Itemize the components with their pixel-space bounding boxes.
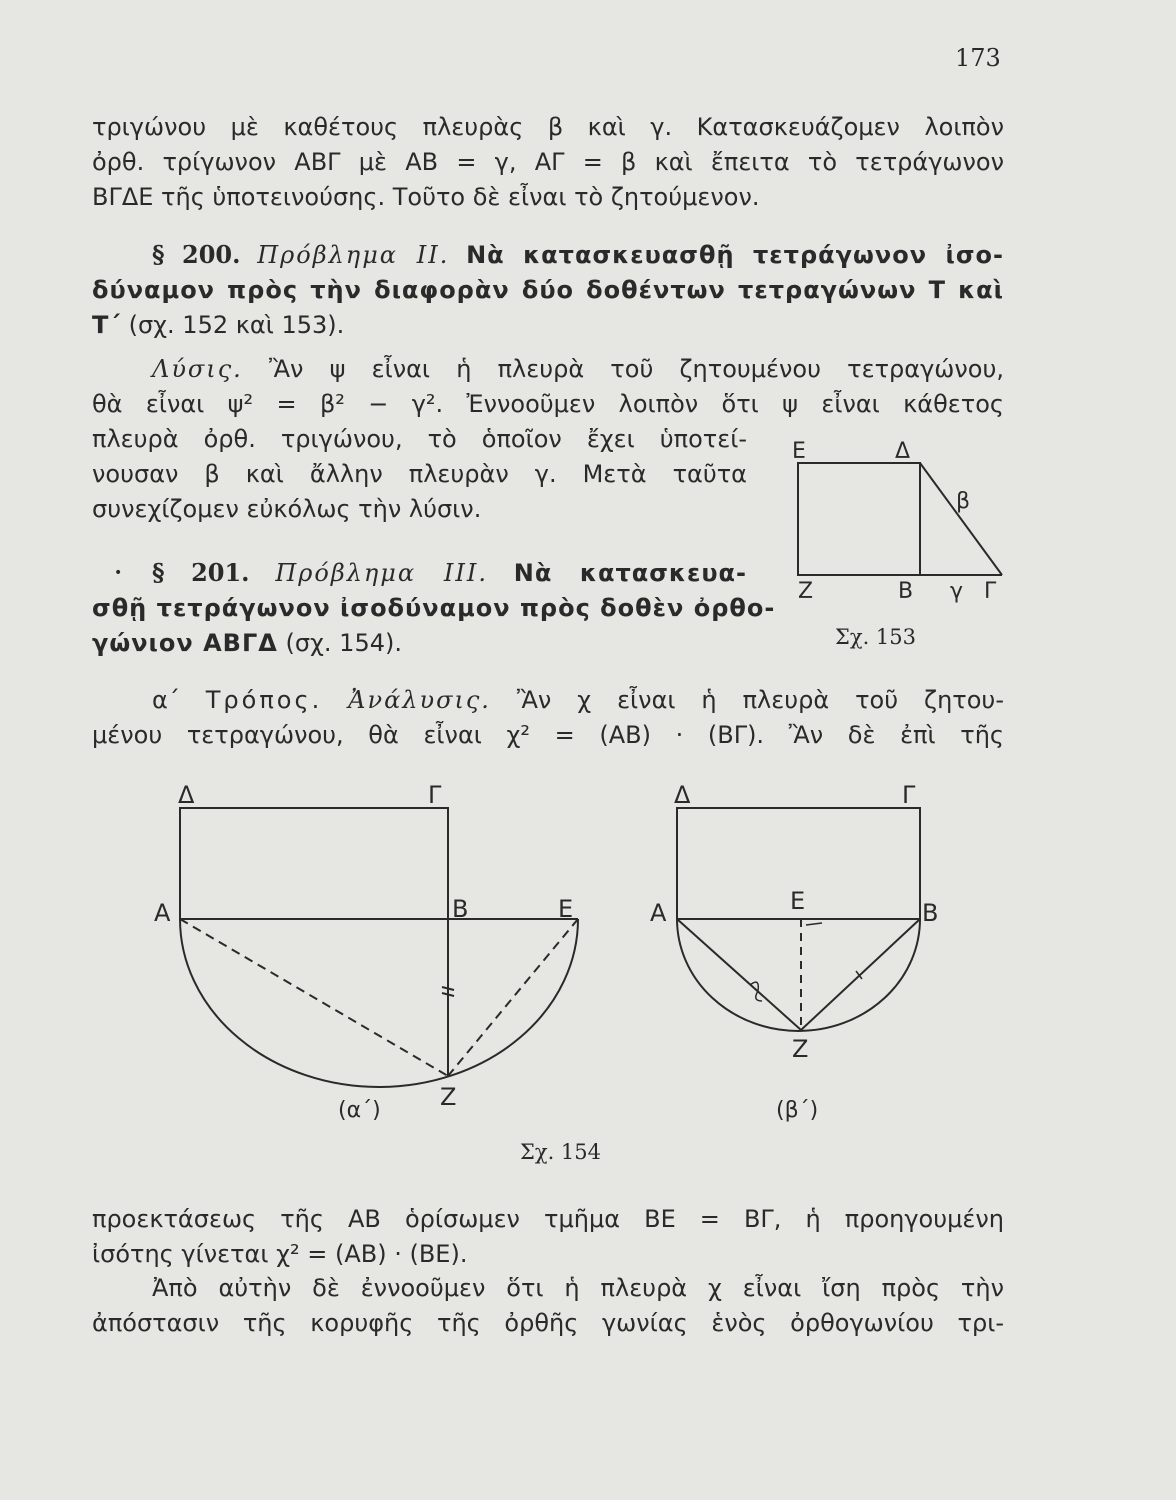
figure-153 — [780, 430, 1020, 620]
label-B: Β — [922, 899, 939, 927]
text-line: ἰσότης γίνεται χ² = (ΑΒ) · (ΒΕ). — [92, 1240, 468, 1268]
label-G: Γ — [428, 781, 442, 809]
method-text: Ἂν χ εἶναι ἡ πλευρὰ τοῦ ζητου- — [516, 686, 1004, 714]
label-G: Γ — [984, 579, 997, 604]
figure-154-caption: Σχ. 154 — [520, 1140, 602, 1164]
text-line: ΒΓΔΕ τῆς ὑποτεινούσης. Τοῦτο δὲ εἶναι τὸ ζητούμενον. — [92, 183, 760, 211]
solution-label: Λύσις. — [152, 355, 243, 383]
text-line: ὀρθ. τρίγωνον ΑΒΓ μὲ ΑΒ = γ, ΑΓ = β καὶ ἔπειτα τὸ τετράγωνον — [92, 148, 1004, 176]
label-Z: Ζ — [440, 1083, 457, 1111]
section-number: § 201. — [152, 558, 250, 587]
solution-line: νουσαν β καὶ ἄλλην πλευρὰν γ. Μετὰ ταῦτα — [92, 460, 747, 488]
method-line: μένου τετραγώνου, θὰ εἶναι χ² = (ΑΒ) · (ΒΓ). Ἂν δὲ ἐπὶ τῆς — [92, 721, 1004, 749]
section-201-heading — [92, 556, 747, 590]
dashed-line-AZ — [180, 919, 448, 1076]
label-D: Δ — [895, 439, 911, 464]
label-Z: Ζ — [798, 579, 814, 604]
label-G: Γ — [902, 781, 916, 809]
analysis-label: Ἀνάλυσις. — [348, 686, 491, 714]
text-line: τριγώνου μὲ καθέτους πλευρὰς β καὶ γ. Κατασκευάζομεν λοιπὸν — [92, 113, 1004, 141]
method-prefix: α΄ — [152, 686, 180, 714]
text-line: ἀπόστασιν τῆς κορυφῆς τῆς ὀρθῆς γωνίας ἑνὸς ὀρθογωνίου τρι- — [92, 1309, 1004, 1337]
figure-a-label: (α΄) — [338, 1098, 381, 1123]
label-A: Α — [154, 899, 171, 927]
problem-title-line: σθῇ τετράγωνον ἰσοδύναμον πρὸς δοθὲν ὀρθο- — [92, 594, 776, 622]
label-B: Β — [898, 579, 914, 604]
label-D: Δ — [178, 781, 195, 809]
problem-title: Νὰ κατασκευασθῇ τετράγωνον ἰσο- — [466, 241, 1005, 269]
label-Z: Ζ — [792, 1035, 809, 1063]
problem-title: Τ΄ — [92, 311, 121, 339]
section-number: § 200. — [152, 240, 241, 269]
figure-154b — [640, 775, 970, 1135]
figure-154a — [150, 775, 620, 1135]
rectangle-ABGD — [180, 808, 448, 919]
line-AZ — [677, 919, 801, 1030]
label-E: Ε — [792, 439, 806, 464]
solution-line — [92, 352, 1004, 386]
dashed-line-EZ — [448, 919, 578, 1076]
problem-label: Πρόβλημα ΙΙ. — [257, 241, 450, 269]
semicircle-arc — [677, 919, 920, 1031]
label-E: Ε — [790, 887, 806, 915]
solution-line: θὰ εἶναι ψ² = β² − γ². Ἐννοοῦμεν λοιπὸν ὅτι ψ εἶναι κάθετος — [92, 390, 1004, 418]
hypotenuse-line — [920, 463, 1002, 575]
solution-line: πλευρὰ ὀρθ. τριγώνου, τὸ ὁποῖον ἔχει ὑποτεί- — [92, 425, 747, 453]
page-number: 173 — [955, 44, 1001, 72]
solution-text: Ἂν ψ εἶναι ἡ πλευρὰ τοῦ ζητουμένου τετραγώνου, — [268, 355, 1004, 383]
line-BZ — [801, 919, 920, 1030]
label-A: Α — [650, 899, 667, 927]
solution-line: συνεχίζομεν εὐκόλως τὴν λύσιν. — [92, 495, 482, 523]
label-gamma: γ — [950, 579, 964, 604]
tick-mark — [806, 923, 822, 925]
semicircle-arc — [180, 919, 578, 1087]
problem-title-line: δύναμον πρὸς τὴν διαφορὰν δύο δοθέντων τετραγώνων Τ καὶ — [92, 276, 1004, 304]
margin-mark: • — [114, 565, 123, 581]
label-D: Δ — [674, 781, 691, 809]
problem-title-line — [92, 308, 1004, 342]
square-shape — [798, 463, 920, 575]
problem-title: Νὰ κατασκευα- — [513, 559, 747, 587]
problem-title: γώνιον ΑΒΓΔ — [92, 629, 278, 657]
figure-153-caption: Σχ. 153 — [835, 625, 917, 649]
method-label: Τρόπος. — [205, 686, 323, 714]
figure-reference: (σχ. 152 καὶ 153). — [128, 311, 345, 339]
text-line: Ἀπὸ αὐτὴν δὲ ἐννοοῦμεν ὅτι ἡ πλευρὰ χ εἶναι ἴση πρὸς τὴν — [152, 1274, 1004, 1302]
text-line: προεκτάσεως τῆς ΑΒ ὁρίσωμεν τμῆμα ΒΕ = ΒΓ, ἡ προηγουμένη — [92, 1205, 1004, 1233]
label-beta: β — [956, 489, 971, 514]
label-E: Ε — [558, 895, 574, 923]
section-200-heading — [92, 238, 1004, 272]
method-line — [92, 683, 1004, 717]
figure-b-label: (β΄) — [776, 1098, 819, 1123]
figure-reference: (σχ. 154). — [285, 629, 402, 657]
problem-label: Πρόβλημα ΙΙΙ. — [275, 559, 488, 587]
problem-title-line — [92, 626, 747, 660]
label-B: Β — [452, 895, 469, 923]
